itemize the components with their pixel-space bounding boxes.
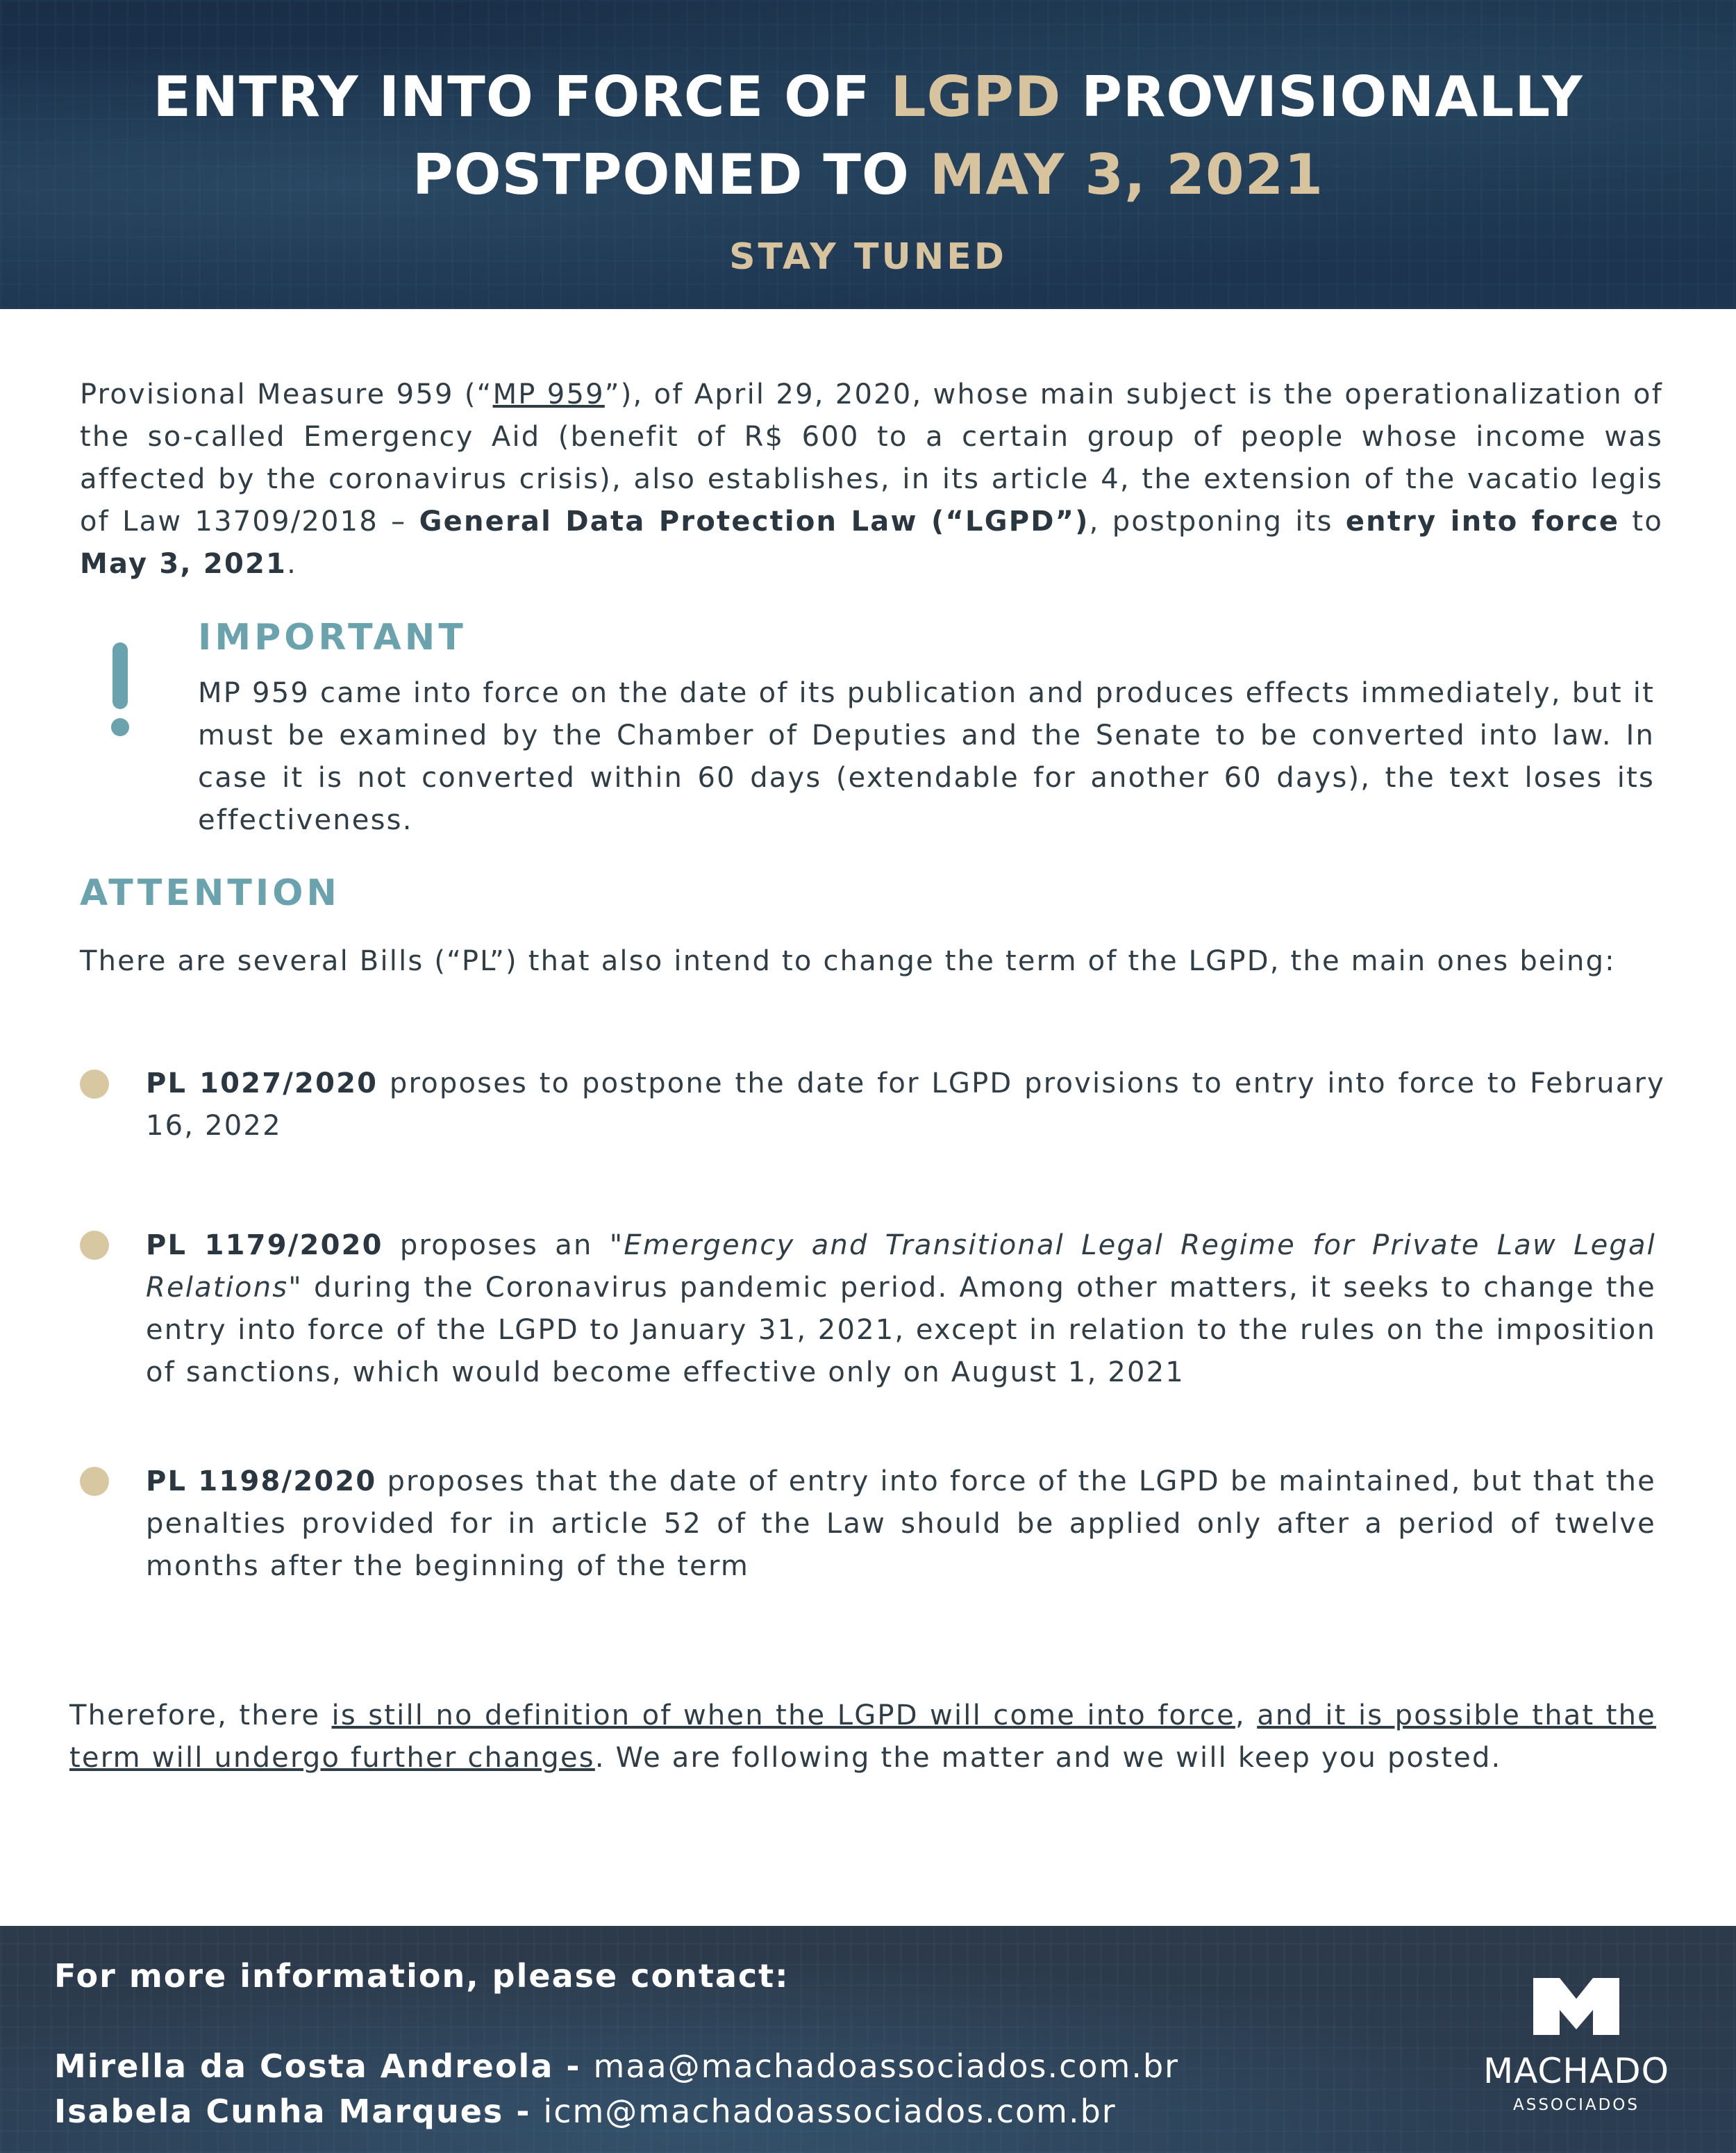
intro-text: Provisional Measure 959 (“: [80, 379, 493, 410]
bill-text: " during the Coronavirus pandemic period. Among other matters, it seeks to change the entry into force of the LGPD to January 31, 2021, except in relation to the rules on the imposition of sanctions, which would become effective only on August 1, 2021: [146, 1272, 1656, 1388]
contact-name: Mirella da Costa Andreola -: [54, 2047, 594, 2085]
title-highlight-date: MAY 3, 2021: [929, 142, 1324, 207]
list-item-pl1198: [146, 1461, 1656, 1588]
bullet-dot: [80, 1467, 109, 1496]
conclusion-paragraph: [69, 1695, 1656, 1779]
contact-line: [54, 2047, 1179, 2085]
bill-id: PL 1027/2020: [146, 1067, 378, 1099]
intro-bold-lgpd: General Data Protection Law (“LGPD”): [419, 506, 1090, 538]
exclamation-icon: [104, 642, 136, 740]
bill-text: proposes an ": [383, 1229, 624, 1261]
machado-logo-icon: [1533, 1978, 1619, 2035]
bullet-dot: [80, 1070, 109, 1099]
title-highlight-lgpd: LGPD: [890, 65, 1062, 129]
contact-email[interactable]: maa@machadoassociados.com.br: [593, 2047, 1180, 2085]
contact-line: [54, 2093, 1117, 2130]
logo-name: MACHADO: [1483, 2051, 1670, 2091]
page-title-line-1: [0, 58, 1736, 136]
bill-text: proposes that the date of entry into force of the LGPD be maintained, but that the penalties provided for in article 52 of the Law should be applied only after a period of twelve months after the beginning of the term: [146, 1465, 1656, 1582]
bill-text: proposes to postpone the date for LGPD provisions to entry into force to February 16, 2022: [146, 1067, 1665, 1142]
footer: [0, 1926, 1736, 2153]
intro-bold-date: May 3, 2021: [80, 548, 287, 580]
bullet-dot: [80, 1231, 109, 1260]
page-title-line-2: [0, 136, 1736, 214]
intro-text: , postponing its: [1089, 506, 1346, 538]
title-text: ENTRY INTO FORCE OF: [153, 65, 891, 129]
intro-bold-entry: entry into force: [1345, 506, 1620, 538]
list-item-pl1027: [146, 1063, 1665, 1147]
contact-email[interactable]: icm@machadoassociados.com.br: [543, 2093, 1117, 2130]
subtitle: STAY TUNED: [729, 236, 1007, 278]
intro-text: to: [1619, 506, 1663, 538]
intro-text: .: [287, 548, 297, 580]
contact-name: Isabela Cunha Marques -: [54, 2093, 544, 2130]
attention-text: There are several Bills (“PL”) that also intend to change the term of the LGPD, the main ones being:: [80, 945, 1616, 977]
header-banner: [0, 0, 1736, 309]
title-text: PROVISIONALLY: [1061, 65, 1583, 129]
important-text: MP 959 came into force on the date of its publication and produces effects immediately, but it must be examined by the Chamber of Deputies and the Senate to be converted into law. In case it is not converted within 60 days (extendable for another 60 days), the text loses its effectiveness.: [198, 677, 1655, 836]
logo-subtitle: ASSOCIADOS: [1512, 2096, 1640, 2114]
bill-italic-text: Emergency and Transitional Legal Regime for Private Law Legal Relations: [146, 1229, 1656, 1304]
bill-id: PL 1198/2020: [146, 1465, 377, 1497]
contact-heading: For more information, please contact:: [54, 1957, 790, 1995]
company-logo: [1479, 1978, 1674, 2131]
mp959-link[interactable]: MP 959: [492, 379, 605, 410]
important-heading: IMPORTANT: [198, 617, 467, 658]
bill-id: PL 1179/2020: [146, 1229, 383, 1261]
title-text: POSTPONED TO: [412, 142, 930, 207]
conclusion-text: . We are following the matter and we will keep you posted.: [594, 1742, 1502, 1774]
list-item-pl1179: [146, 1224, 1656, 1394]
conclusion-underlined: and it is possible that the term will undergo further changes: [69, 1699, 1656, 1774]
conclusion-text: ,: [1235, 1699, 1258, 1731]
conclusion-underlined: is still no definition of when the LGPD will come into force: [331, 1699, 1235, 1731]
attention-heading: ATTENTION: [80, 872, 340, 914]
intro-text: ”), of April 29, 2020, whose main subject is the operationalization of the so-called Emergency Aid (benefit of R$ 600 to a certain group of people whose income was affected by the coronavirus crisis), also establishes, in its article 4, the extension of the vacatio legis of Law 13709/2018 –: [80, 379, 1664, 538]
conclusion-text: Therefore, there: [69, 1699, 332, 1731]
intro-paragraph: [80, 374, 1663, 585]
